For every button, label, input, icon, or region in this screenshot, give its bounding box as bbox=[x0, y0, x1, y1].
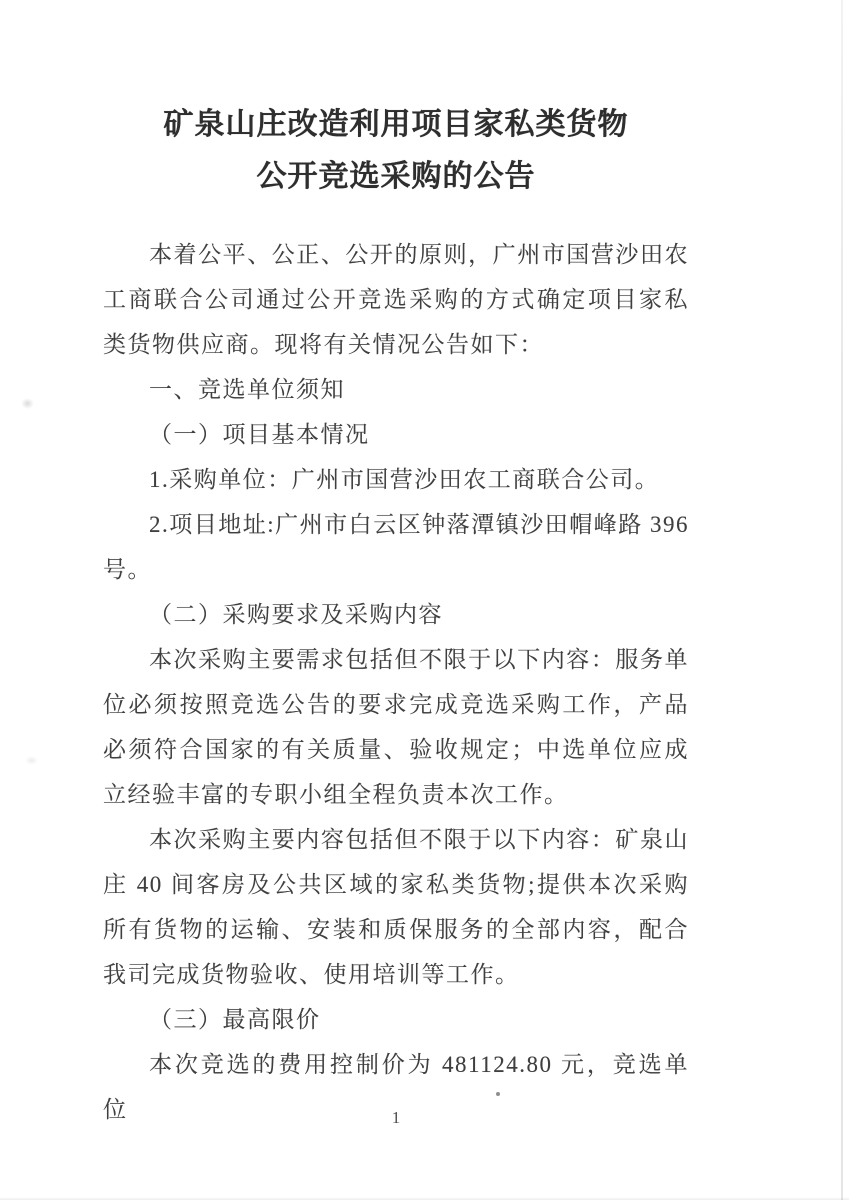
doc-title-line-1: 矿泉山庄改造利用项目家私类货物 bbox=[163, 108, 629, 141]
page-number: 1 bbox=[391, 1108, 401, 1127]
scan-right-edge-line bbox=[841, 0, 843, 1200]
scan-smudge-artifact bbox=[21, 398, 34, 409]
paragraph-intro: 本着公平、公正、公开的原则，广州市国营沙田农工商联合公司通过公开竞选采购的方式确定项目家私类货物供应商。现将有关情况公告如下： bbox=[103, 242, 689, 357]
paragraph-requirements: 本次采购主要需求包括但不限于以下内容：服务单位必须按照竞选公告的要求完成竞选采购工作，产品必须符合国家的有关质量、验收规定；中选单位应成立经验丰富的专职小组全程负责本次工作。 bbox=[103, 647, 689, 807]
heading-subsection-2: （二）采购要求及采购内容 bbox=[149, 602, 443, 627]
heading-subsection-3: （三）最高限价 bbox=[149, 1007, 321, 1032]
doc-body bbox=[103, 232, 689, 1132]
doc-title-line-2: 公开竞选采购的公告 bbox=[256, 160, 536, 193]
scan-smudge-artifact bbox=[25, 756, 38, 765]
item-project-address: 2.项目地址:广州市白云区钟落潭镇沙田帽峰路 396 号。 bbox=[103, 512, 689, 582]
scan-ink-dot-artifact bbox=[496, 1092, 500, 1096]
doc-title bbox=[103, 99, 689, 203]
item-purchaser: 1.采购单位：广州市国营沙田农工商联合公司。 bbox=[149, 467, 660, 492]
heading-subsection-1: （一）项目基本情况 bbox=[149, 422, 370, 447]
paragraph-price-limit: 本次竞选的费用控制价为 481124.80 元，竞选单位 bbox=[103, 1052, 689, 1122]
heading-section-1: 一、竞选单位须知 bbox=[149, 377, 345, 402]
paragraph-contents: 本次采购主要内容包括但不限于以下内容：矿泉山庄 40 间客房及公共区域的家私类货物;提供本次采购所有货物的运输、安装和质保服务的全部内容，配合我司完成货物验收、使用培训等工作。 bbox=[103, 827, 689, 987]
